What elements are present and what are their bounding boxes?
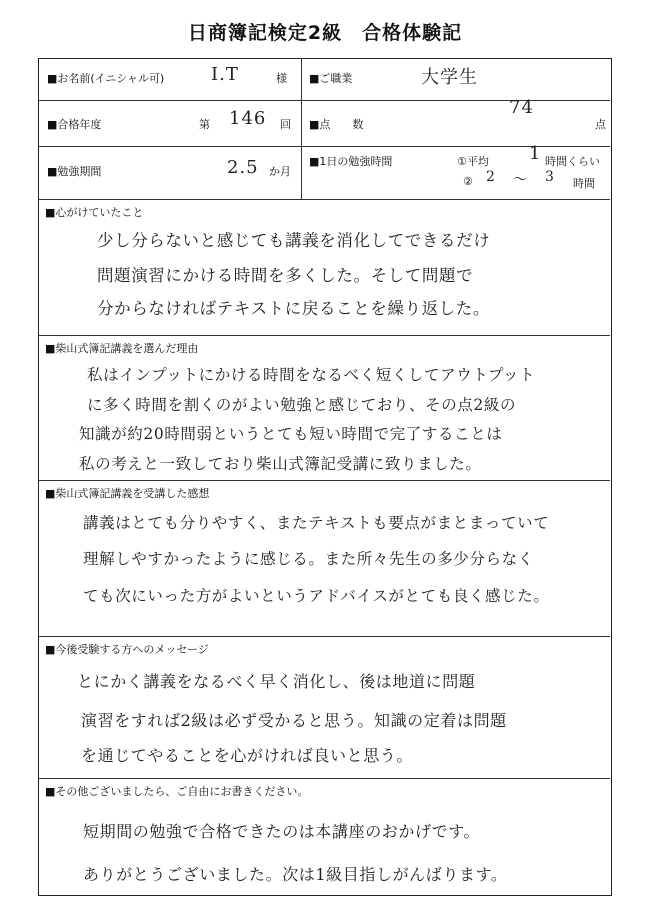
section-line: 私の考えと一致しており柴山式簿記受講に致りました。 xyxy=(79,455,482,473)
exam-suffix: 回 xyxy=(280,118,291,131)
name-value: I.T xyxy=(211,64,239,85)
section-label-message: ■今後受験する方へのメッセージ xyxy=(45,643,209,656)
daily-avg-value: 1 xyxy=(529,143,542,164)
form-frame xyxy=(38,58,612,896)
score-label: ■点 数 xyxy=(309,118,364,131)
row-divider xyxy=(39,480,610,481)
exam-prefix: 第 xyxy=(199,118,210,131)
exam-label: ■合格年度 xyxy=(47,118,102,131)
name-suffix: 様 xyxy=(276,72,287,85)
section-line: 私はインプットにかける時間をなるべく短くしてアウトプット xyxy=(87,366,536,384)
row-divider xyxy=(39,199,610,200)
section-line: とにかく講義をなるべく早く消化し、後は地道に問題 xyxy=(77,672,476,691)
name-label: ■お名前(イニシャル可) xyxy=(47,72,165,85)
section-line: ありがとうございました。次は1級目指しがんばります。 xyxy=(83,865,508,884)
daily-range-suffix: 時間 xyxy=(573,177,595,190)
section-label-mindset: ■心がけていたこと xyxy=(45,206,144,219)
daily-range-to: 3 xyxy=(545,169,555,185)
row-divider xyxy=(39,146,610,147)
score-suffix: 点 xyxy=(595,118,606,131)
section-line: 分からなければテキストに戻ることを繰り返した。 xyxy=(97,299,490,318)
daily-label: ■1日の勉強時間 xyxy=(309,155,393,168)
daily-range-from: 2 xyxy=(486,169,496,185)
section-line: 演習をすれば2級は必ず受かると思う。知識の定着は問題 xyxy=(81,711,507,730)
occupation-value: 大学生 xyxy=(421,67,478,88)
section-line: に多く時間を割くのがよい勉強と感じており、その点2級の xyxy=(87,396,517,414)
section-label-impression: ■柴山式簿記講義を受講した感想 xyxy=(45,487,210,500)
section-line: 知識が約20時間弱というとても短い時間で完了することは xyxy=(79,425,503,443)
section-line: 少し分らないと感じても講義を消化してできるだけ xyxy=(97,231,491,250)
daily-range-sep: 〜 xyxy=(513,172,528,188)
study-period-value: 2.5 xyxy=(227,157,259,178)
section-line: 短期間の勉強で合格できたのは本講座のおかげです。 xyxy=(83,822,481,841)
section-label-other: ■その他ございましたら、ご自由にお書きください。 xyxy=(45,785,309,798)
score-value: 74 xyxy=(509,97,534,118)
section-line: 問題演習にかける時間を多くした。そして問題で xyxy=(97,266,474,285)
section-line: 講義はとても分りやすく、またテキストも要点がまとまっていて xyxy=(83,514,550,532)
row-divider xyxy=(39,778,610,779)
row-divider xyxy=(39,636,610,637)
section-line: を通じてやることを心がければ良いと思う。 xyxy=(81,746,414,765)
occupation-label: ■ご職業 xyxy=(309,72,353,85)
study-period-label: ■勉強期間 xyxy=(47,165,102,178)
row-divider xyxy=(39,335,610,336)
section-line: 理解しやすかったように感じる。また所々先生の多少分らなく xyxy=(83,550,534,568)
exam-value: 146 xyxy=(229,108,267,129)
study-period-suffix: か月 xyxy=(269,165,291,178)
column-divider xyxy=(301,59,302,199)
daily-avg-label: ①平均 xyxy=(457,155,489,168)
daily-avg-suffix: 時間くらい xyxy=(545,155,600,168)
daily-range-label: ② xyxy=(463,175,473,188)
page-title: 日商簿記検定2級 合格体験記 xyxy=(187,22,463,44)
section-label-reason: ■柴山式簿記講義を選んだ理由 xyxy=(45,342,199,355)
section-line: ても次にいった方がよいというアドバイスがとても良く感じた。 xyxy=(83,587,550,605)
